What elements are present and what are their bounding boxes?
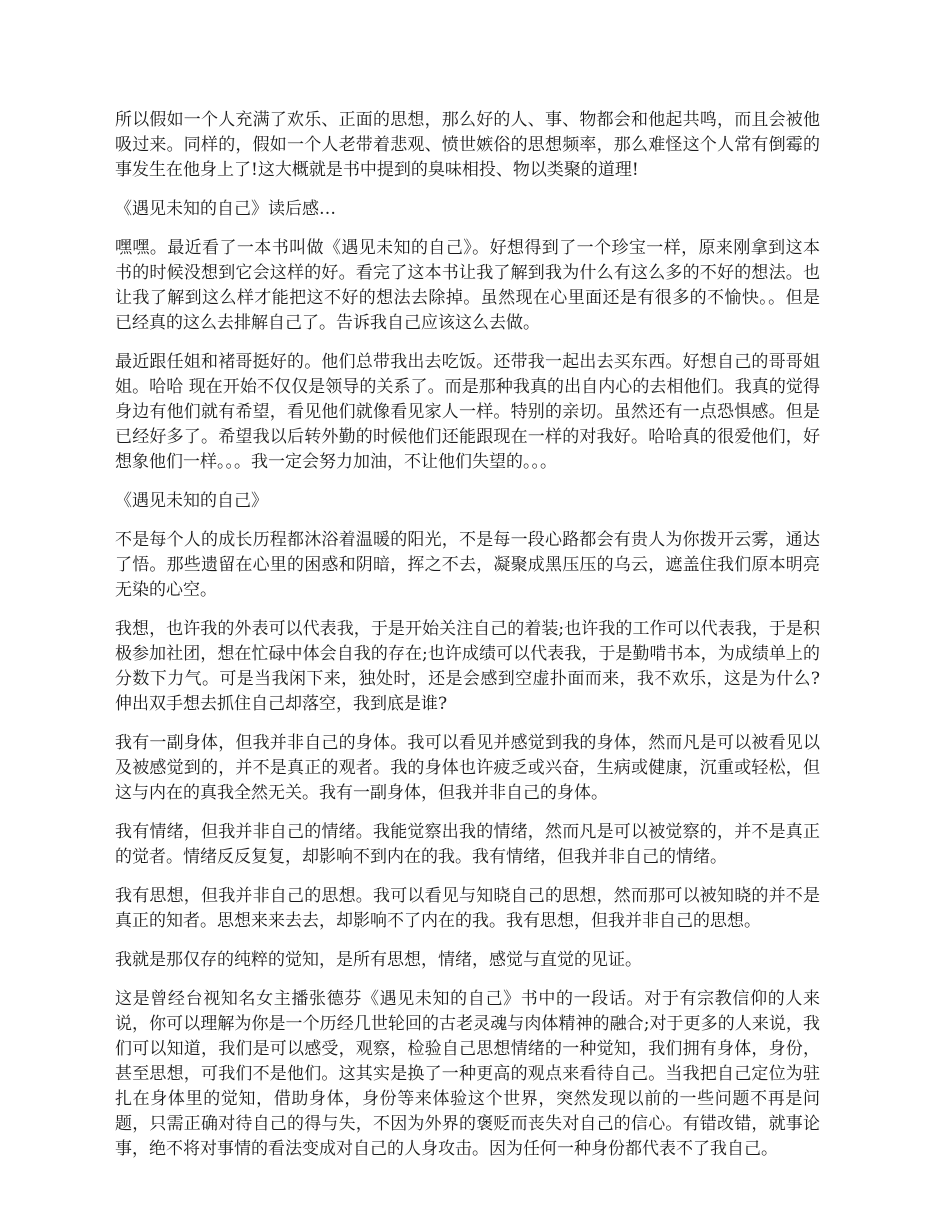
paragraph-emotions: 我有情绪，但我并非自己的情绪。我能觉察出我的情绪，然而凡是可以被觉察的，并不是真正的觉者。情绪反反复复，却影响不到内在的我。我有情绪，但我并非自己的情绪。 [115, 822, 820, 867]
paragraph-who-am-i: 我想，也许我的外表可以代表我，于是开始关注自己的着装;也许我的工作可以代表我，于是积极参加社团，想在忙碌中体会自我的存在;也许成绩可以代表我，于是勤啃书本，为成绩单上的分数下力气。可是当我闲下来，独处时，还是会感到空虚扑面而来，我不欢乐，这是为什么?伸出双手想去抓住自己却落空，我到底是谁? [115, 619, 820, 714]
heading-book-title: 《遇见未知的自己》 [115, 491, 268, 511]
paragraph-pure-awareness: 我就是那仅存的纯粹的觉知，是所有思想，情绪，感觉与直觉的见证。 [115, 950, 642, 970]
heading-review-title: 《遇见未知的自己》读后感… [115, 199, 336, 219]
paragraph-growth: 不是每个人的成长历程都沐浴着温暖的阳光，不是每一段心路都会有贵人为你拨开云雾，通达了悟。那些遗留在心里的困惑和阴暗，挥之不去，凝聚成黑压压的乌云，遮盖住我们原本明亮无染的心空。 [115, 530, 820, 600]
paragraph-thoughts: 我有思想，但我并非自己的思想。我可以看见与知晓自己的思想，然而那可以被知晓的并不是真正的知者。思想来来去去，却影响不了内在的我。我有思想，但我并非自己的思想。 [115, 886, 820, 931]
paragraph-body: 我有一副身体，但我并非自己的身体。我可以看见并感觉到我的身体，然而凡是可以被看见以及被感觉到的，并不是真正的观者。我的身体也许疲乏或兴奋，生病或健康，沉重或轻松，但这与内在的真我全然无关。我有一副身体，但我并非自己的身体。 [115, 733, 820, 803]
paragraph-book-discovery: 嘿嘿。最近看了一本书叫做《遇见未知的自己》。好想得到了一个珍宝一样，原来刚拿到这本书的时候没想到它会这样的好。看完了这本书让我了解到我为什么有这么多的不好的想法。也让我了解到这么样才能把这不好的想法去除掉。虽然现在心里面还是有很多的不愉快。。但是已经真的这么去排解自己了。告诉我自己应该这么去做。 [115, 238, 820, 333]
paragraph-intro-conclusion: 所以假如一个人充满了欢乐、正面的思想，那么好的人、事、物都会和他起共鸣，而且会被他吸过来。同样的，假如一个人老带着悲观、愤世嫉俗的思想频率，那么难怪这个人常有倒霉的事发生在他身上了!这大概就是书中提到的臭味相投、物以类聚的道理! [115, 110, 820, 180]
paragraph-reflection: 这是曾经台视知名女主播张德芬《遇见未知的自己》书中的一段话。对于有宗教信仰的人来说，你可以理解为你是一个历经几世轮回的古老灵魂与肉体精神的融合;对于更多的人来说，我们可以知道，我们是可以感受，观察，检验自己思想情绪的一种觉知，我们拥有身体，身份，甚至思想，可我们不是他们。这其实是换了一种更高的观点来看待自己。当我把自己定位为驻扎在身体里的觉知，借助身体，身份等来体验这个世界，突然发现以前的一些问题不再是问题，只需正确对待自己的得与失，不因为外界的褒贬而丧失对自己的信心。有错改错，就事论事，绝不将对事情的看法变成对自己的人身攻击。因为任何一种身份都代表不了我自己。 [115, 989, 820, 1159]
paragraph-colleagues: 最近跟任姐和褚哥挺好的。他们总带我出去吃饭。还带我一起出去买东西。好想自己的哥哥姐姐。哈哈 现在开始不仅仅是领导的关系了。而是那种我真的出自内心的去相他们。我真的觉得身边有他们就有希望，看见他们就像看见家人一样。特别的亲切。虽然还有一点恐惧感。但是已经好多了。希望我以后转外勤的时候他们还能跟现在一样的对我好。哈哈真的很爱他们，好想象他们一样。。。我一定会努力加油，不让他们失望的。。。 [115, 352, 820, 472]
